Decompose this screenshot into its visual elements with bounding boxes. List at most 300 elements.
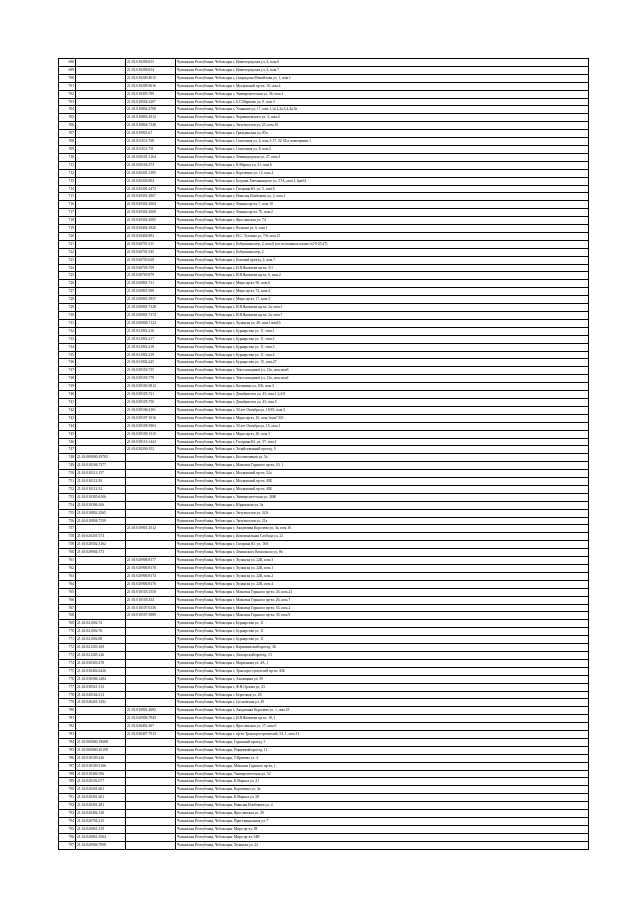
cadastral-number-cell (76, 707, 126, 715)
row-number-cell: 727 (59, 288, 76, 296)
premises-cadastral-number-cell: 21:01:010107:5889 (126, 612, 176, 620)
address-cell: Чувашская Республика, Чебоксары г, Бурнарсова ул, 11, пом.3 (176, 343, 589, 351)
row-number-cell: 784 (59, 738, 76, 746)
row-number-cell: 737 (59, 367, 76, 375)
table-row (59, 644, 589, 652)
address-cell: Чувашская Республика, Чебоксары г, Академика Королева ул, 1, пом.18 (176, 707, 589, 715)
row-number-cell: 726 (59, 280, 76, 288)
premises-cadastral-number-cell (126, 644, 176, 652)
address-cell: Чувашская Республика, Чебоксары г, Лапсарский проезд, 13 (176, 651, 589, 659)
row-number-cell: 795 (59, 825, 76, 833)
table-row (59, 225, 589, 233)
premises-cadastral-number-cell (126, 493, 176, 501)
address-cell: Чувашская Республика, Чебоксары г, Хузангая ул, 22К, пом.4 (176, 580, 589, 588)
row-number-cell: 741 (59, 398, 76, 406)
table-row (59, 541, 589, 549)
address-cell: Чувашская Республика, Чебоксары г, Московский пр-кт, 10, пом.4 (176, 82, 589, 90)
premises-cadastral-number-cell: 21:01:010107:6136 (126, 604, 176, 612)
address-cell: Чувашская Республика, Чебоксары г, Мира пр-кт, 16, пом.1пом7,8,9 (176, 414, 589, 422)
row-number-cell: 775 (59, 667, 76, 675)
address-cell: Чувашская Республика, Чебоксары г, Ленина пр-кт, 7, пом.10 (176, 201, 589, 209)
address-cell: Чувашская Республика, Чебоксары г, Базовый проезд, 4, пом.7 (176, 256, 589, 264)
row-number-cell: 749 (59, 462, 76, 470)
row-number-cell: 777 (59, 683, 76, 691)
table-row (59, 422, 589, 430)
address-cell: Чувашская Республика, Чебоксары г, Николая Ильбекова ул, 2, пом.1 (176, 193, 589, 201)
address-cell: Чувашская Республика, Чебоксары г, Б.С.Маркова ул, 8, пом.3 (176, 98, 589, 106)
row-number-cell: 776 (59, 675, 76, 683)
row-number-cell: 710 (59, 153, 76, 161)
table-row (59, 138, 589, 146)
cadastral-number-cell (76, 90, 126, 98)
premises-cadastral-number-cell: 21:01:020906:7124 (126, 319, 176, 327)
row-number-cell: 711 (59, 161, 76, 169)
address-cell: Чувашская Республика, Чебоксары г, Совхозная ул, 4, пом.1-17, 32-34 в помещении 1 (176, 138, 589, 146)
address-cell: Чувашская Республика, Чебоксары г, пр-кт Тракторостроителей, 54, 1, пом.13 (176, 731, 589, 739)
table-row (59, 359, 589, 367)
premises-cadastral-number-cell (126, 470, 176, 478)
table-row (59, 533, 589, 541)
row-number-cell: 724 (59, 264, 76, 272)
row-number-cell: 794 (59, 818, 76, 826)
cadastral-number-cell: 21:01:021002:88 (76, 636, 126, 644)
table-row (59, 833, 589, 841)
table-row (59, 746, 589, 754)
premises-cadastral-number-cell: 21:01:020402:367 (126, 723, 176, 731)
premises-cadastral-number-cell: 21:01:010901:67 (126, 130, 176, 138)
table-row (59, 620, 589, 628)
table-row (59, 375, 589, 383)
cadastral-number-cell (76, 335, 126, 343)
address-cell: Чувашская Республика, Чебоксары г, Хозяйственный проезд, 9 (176, 446, 589, 454)
table-row (59, 810, 589, 818)
row-number-cell: 721 (59, 240, 76, 248)
address-cell: Чувашская Республика, Чебоксары г, Карамзинский проезд, 3Б (176, 644, 589, 652)
premises-cadastral-number-cell: 21:01:020701:511 (126, 240, 176, 248)
premises-cadastral-number-cell (126, 675, 176, 683)
table-row (59, 232, 589, 240)
table-row (59, 248, 589, 256)
row-number-cell: 698 (59, 59, 76, 67)
premises-cadastral-number-cell: 21:01:021002:219 (126, 351, 176, 359)
address-cell: Чувашская Республика, Чебоксары г, Тракторостроителей пр-кт, 45Б (176, 667, 589, 675)
address-cell: Чувашская Республика, Чебоксары, Николая Ильбекова ул, 4 (176, 802, 589, 810)
address-cell: Чувашская Республика, Чебоксары г, И.Я.Яковлева пр-кт, 6, пом.2 (176, 272, 589, 280)
premises-cadastral-number-cell: 21:01:021002:217 (126, 335, 176, 343)
premises-cadastral-number-cell (126, 810, 176, 818)
table-row (59, 201, 589, 209)
table-row (59, 509, 589, 517)
address-cell: Чувашская Республика, Чебоксары г, Чернышевского ул, 3, пом.4 (176, 114, 589, 122)
premises-cadastral-number-cell: 21:01:020801:998 (126, 288, 176, 296)
address-cell: Чувашская Республика, Чебоксары г, Короленко ул, 12, пом.2 (176, 169, 589, 177)
premises-cadastral-number-cell (126, 825, 176, 833)
premises-cadastral-number-cell: 21:01:020302:1600 (126, 209, 176, 217)
premises-cadastral-number-cell: 21:01:020705:879 (126, 272, 176, 280)
row-number-cell: 791 (59, 794, 76, 802)
row-number-cell: 701 (59, 82, 76, 90)
premises-cadastral-number-cell (126, 628, 176, 636)
cadastral-number-cell: 21:01:010306:706 (76, 770, 126, 778)
premises-cadastral-number-cell: 21:01:020204:804 (126, 177, 176, 185)
premises-cadastral-number-cell: 21:01:030107:1016 (126, 414, 176, 422)
table-row (59, 446, 589, 454)
table-row (59, 430, 589, 438)
table-row (59, 659, 589, 667)
cadastral-number-cell: 21:01:020904:173 (76, 549, 126, 557)
address-cell: Чувашская Республика, Чебоксары г, Бабушкина пер, 2 (176, 248, 589, 256)
table-row (59, 770, 589, 778)
cadastral-number-cell: 21:01:021002:76 (76, 628, 126, 636)
premises-cadastral-number-cell: 21:01:021002:218 (126, 343, 176, 351)
cadastral-number-cell: 21:01:020102:677 (76, 778, 126, 786)
table-row (59, 296, 589, 304)
premises-cadastral-number-cell: 21:01:010305:789 (126, 90, 176, 98)
cadastral-number-cell (76, 185, 126, 193)
table-row (59, 343, 589, 351)
address-cell: Чувашская Республика, Чебоксары г, Ленина пр-кт, 70, пом.2 (176, 209, 589, 217)
row-number-cell: 792 (59, 802, 76, 810)
address-cell: Чувашская Республика, Чебоксары г, И.Я.Яковлева пр-кт, 2а, пом.1 (176, 304, 589, 312)
table-row (59, 596, 589, 604)
cadastral-number-cell (76, 256, 126, 264)
table-row (59, 312, 589, 320)
address-cell: Чувашская Республика, Чебоксары г, 50 лет Октября ул, 18/45, пом.3 (176, 406, 589, 414)
cadastral-number-cell: 21:01:021002:72 (76, 620, 126, 628)
address-cell: Чувашская Республика, Чебоксары г, Мира пр-кт, 26, пом.1 (176, 430, 589, 438)
premises-cadastral-number-cell (126, 620, 176, 628)
cadastral-number-cell: 21:01:010111:157 (76, 470, 126, 478)
address-cell: Чувашская Республика, Чебоксары г, Н.С. Тухтина ул, 7/8, пом.15 (176, 232, 589, 240)
cadastral-number-cell: 21:01:020301:281 (76, 802, 126, 810)
premises-cadastral-number-cell: 21:01:010206:815 (126, 59, 176, 67)
premises-cadastral-number-cell (126, 738, 176, 746)
row-number-cell: 732 (59, 327, 76, 335)
table-row (59, 493, 589, 501)
cadastral-number-cell (76, 612, 126, 620)
address-cell: Чувашская Республика, Чебоксары г, Ярославская ул, 17, пом.5 (176, 723, 589, 731)
address-cell: Чувашская Республика, Чебоксары, Пристанционная ул, 7 (176, 818, 589, 826)
row-number-cell: 699 (59, 66, 76, 74)
row-number-cell: 759 (59, 541, 76, 549)
row-number-cell: 769 (59, 620, 76, 628)
address-cell: Чувашская Республика, Чебоксары г, Бурнарсова ул, 11 (176, 628, 589, 636)
cadastral-number-cell: 21:01:010112:50 (76, 478, 126, 486)
address-cell: Чувашская Республика, Чебоксары, К.Маркса ул, 58 (176, 794, 589, 802)
premises-cadastral-number-cell (126, 454, 176, 462)
address-cell: Чувашская Республика, Чебоксары г, Бабушкина пер, 2, пом.6 (по поэтажном плане №19-25,27) (176, 240, 589, 248)
cadastral-number-cell (76, 414, 126, 422)
premises-cadastral-number-cell (126, 746, 176, 754)
cadastral-number-cell (76, 296, 126, 304)
address-cell: Чувашская Республика, Чебоксары г, Университетская ул, 36, пом.3 (176, 90, 589, 98)
address-cell: Чувашская Республика, Чебоксары г, Московский пр-кт, 52а (176, 470, 589, 478)
table-row (59, 82, 589, 90)
table-row (59, 731, 589, 739)
table-row (59, 288, 589, 296)
address-cell: Чувашская Республика, Чебоксары г, Ярославская ул, 74 (176, 217, 589, 225)
cadastral-number-cell (76, 327, 126, 335)
address-cell: Чувашская Республика, Чебоксары, Мира пр-кт, 38 (176, 825, 589, 833)
cadastral-number-cell (76, 715, 126, 723)
cadastral-number-cell (76, 130, 126, 138)
cadastral-number-cell (76, 572, 126, 580)
row-number-cell: 702 (59, 90, 76, 98)
cadastral-number-cell (76, 59, 126, 67)
address-cell: Чувашская Республика, Чебоксары, Максима Горького пр-кт, 1 (176, 762, 589, 770)
address-cell: Чувашская Республика, Чебоксары, К.Маркса ул, 21 (176, 778, 589, 786)
row-number-cell: 779 (59, 699, 76, 707)
cadastral-number-cell: 21:01:010804:7559 (76, 517, 126, 525)
cadastral-number-cell: 21:01:010109:5166 (76, 762, 126, 770)
premises-cadastral-number-cell (126, 691, 176, 699)
premises-cadastral-number-cell: 21:01:020302:2005 (126, 217, 176, 225)
premises-cadastral-number-cell (126, 517, 176, 525)
address-cell: Чувашская Республика, Чебоксары г, И.Я.Яковлева пр-кт, 2а, пом.7 (176, 312, 589, 320)
address-cell: Чувашская Республика, Чебоксары г, Хузангая ул, 40, пом.1пом16 (176, 319, 589, 327)
address-cell: Чувашская Республика, Чебоксары, Ярославская ул, 39 (176, 810, 589, 818)
address-cell: Чувашская Республика, Чебоксары г, Максима Горького пр-кт, 33, пом.9 (176, 612, 589, 620)
premises-cadastral-number-cell: 21:01:020901:7328 (126, 304, 176, 312)
premises-cadastral-number-cell: 21:01:030103:735 (126, 367, 176, 375)
cadastral-number-cell (76, 565, 126, 573)
row-number-cell: 704 (59, 106, 76, 114)
cadastral-number-cell (76, 430, 126, 438)
table-row (59, 169, 589, 177)
cadastral-number-cell (76, 557, 126, 565)
address-cell: Чувашская Республика, Чебоксары, Пищевкий проезд, 11 (176, 746, 589, 754)
row-number-cell: 796 (59, 833, 76, 841)
row-number-cell: 764 (59, 580, 76, 588)
address-cell: Чувашская Республика, Чебоксары г, Декабристов ул, 43, пом.1,2,4-8 (176, 391, 589, 399)
cadastral-number-cell: 21:01:020801:319 (76, 825, 126, 833)
premises-cadastral-number-cell: 21:01:020201:1385 (126, 169, 176, 177)
premises-cadastral-number-cell: 21:01:011101:751 (126, 145, 176, 153)
cadastral-number-cell (76, 438, 126, 446)
row-number-cell: 747 (59, 446, 76, 454)
premises-cadastral-number-cell (126, 509, 176, 517)
cadastral-number-cell (76, 122, 126, 130)
cadastral-number-cell (76, 304, 126, 312)
table-row (59, 145, 589, 153)
address-cell: Чувашская Республика, Чебоксары г, Хузангая ул, 22К, пом.3 (176, 557, 589, 565)
row-number-cell: 707 (59, 130, 76, 138)
row-number-cell: 739 (59, 383, 76, 391)
table-row (59, 572, 589, 580)
premises-cadastral-number-cell: 21:01:010209:4015 (126, 74, 176, 82)
table-row (59, 264, 589, 272)
cadastral-number-cell: 21:01:020906:7908 (76, 841, 126, 849)
premises-cadastral-number-cell: 21:01:020906:8174 (126, 572, 176, 580)
premises-cadastral-number-cell: 21:01:020901:7374 (126, 312, 176, 320)
table-row (59, 256, 589, 264)
premises-cadastral-number-cell: 21:01:010803:1912 (126, 114, 176, 122)
address-cell: Чувашская Республика, Чебоксары г, Текстильщиков ул, 13а, пом.пом4 (176, 375, 589, 383)
address-cell: Чувашская Республика, Чебоксары, Университетская ул, 52 (176, 770, 589, 778)
table-row (59, 478, 589, 486)
address-cell: Чувашская Республика, Чебоксары г, Бурнарсова ул, 11, пом.1 (176, 327, 589, 335)
address-cell: Чувашская Республика, Чебоксары г, Волкова ул, 6, пом.1 (176, 225, 589, 233)
cadastral-number-cell (76, 319, 126, 327)
cadastral-number-cell: 21:01:020502:3162 (76, 541, 126, 549)
address-cell: Чувашская Республика, Чебоксары г, Береговая ул, 26 (176, 691, 589, 699)
row-number-cell: 771 (59, 636, 76, 644)
cadastral-number-cell (76, 145, 126, 153)
table-row (59, 723, 589, 731)
premises-cadastral-number-cell: 21:01:010901:2512 (126, 525, 176, 533)
premises-cadastral-number-cell: 21:01:020906:8177 (126, 557, 176, 565)
row-number-cell: 734 (59, 343, 76, 351)
table-row (59, 636, 589, 644)
premises-cadastral-number-cell (126, 833, 176, 841)
cadastral-number-cell (76, 232, 126, 240)
table-row (59, 272, 589, 280)
premises-cadastral-number-cell (126, 802, 176, 810)
row-number-cell: 738 (59, 375, 76, 383)
address-cell: Чувашская Республика, Чебоксары г, 50 лет Октября ул, 15, пом.1 (176, 422, 589, 430)
table-row (59, 517, 589, 525)
row-number-cell: 714 (59, 185, 76, 193)
premises-cadastral-number-cell: 21:01:021002:216 (126, 327, 176, 335)
cadastral-number-cell (76, 351, 126, 359)
premises-cadastral-number-cell (126, 659, 176, 667)
row-number-cell: 757 (59, 525, 76, 533)
row-number-cell: 736 (59, 359, 76, 367)
table-row (59, 74, 589, 82)
table-row (59, 161, 589, 169)
row-number-cell: 751 (59, 478, 76, 486)
cadastral-number-cell (76, 359, 126, 367)
address-cell: Чувашская Республика, Чебоксары г, Текстильщиков ул, 13а, пом.пом3 (176, 367, 589, 375)
row-number-cell: 782 (59, 723, 76, 731)
row-number-cell: 781 (59, 715, 76, 723)
row-number-cell: 758 (59, 533, 76, 541)
row-number-cell: 709 (59, 145, 76, 153)
cadastral-number-cell (76, 264, 126, 272)
table-row (59, 319, 589, 327)
cadastral-number-cell: 21:01:020301:261 (76, 794, 126, 802)
address-cell: Чувашская Республика, Чебоксары г, Нижегородская ул, 4, пом.6 (176, 59, 589, 67)
cadastral-number-cell (76, 153, 126, 161)
address-cell: Чувашская Республика, Чебоксары г, Коммунальная Слобода ул, 21 (176, 533, 589, 541)
table-row (59, 651, 589, 659)
address-cell: Чувашская Республика, Чебоксары г, Коллективная ул, 5а (176, 454, 589, 462)
premises-cadastral-number-cell: 21:01:011101:708 (126, 138, 176, 146)
cadastral-number-cell: 21:01:030303:278 (76, 659, 126, 667)
premises-cadastral-number-cell (126, 541, 176, 549)
table-row (59, 715, 589, 723)
table-row (59, 153, 589, 161)
table-row (59, 398, 589, 406)
row-number-cell: 700 (59, 74, 76, 82)
cadastral-number-cell (76, 161, 126, 169)
row-number-cell: 767 (59, 604, 76, 612)
address-cell: Чувашская Республика, Чебоксары г, И.Я.Яковлева пр-кт, 18, 1 (176, 715, 589, 723)
property-register-table (58, 58, 589, 850)
premises-cadastral-number-cell: 21:01:020901:5937 (126, 296, 176, 304)
premises-cadastral-number-cell: 21:01:020906:7943 (126, 715, 176, 723)
cadastral-number-cell (76, 343, 126, 351)
premises-cadastral-number-cell: 21:01:010103:1550 (126, 588, 176, 596)
address-cell: Чувашская Республика, Чебоксары г, Бурнарсова ул, 11 (176, 620, 589, 628)
address-cell: Чувашская Республика, Чебоксары г, Университетская ул, 38Ж (176, 493, 589, 501)
row-number-cell: 745 (59, 430, 76, 438)
table-row (59, 240, 589, 248)
cadastral-number-cell (76, 580, 126, 588)
row-number-cell: 719 (59, 225, 76, 233)
table-row (59, 327, 589, 335)
row-number-cell: 787 (59, 762, 76, 770)
address-cell: Чувашская Республика, Чебоксары г, Академика Королева ул, 3а, пом.16 (176, 525, 589, 533)
table-row (59, 485, 589, 493)
row-number-cell: 746 (59, 438, 76, 446)
row-number-cell: 713 (59, 177, 76, 185)
cadastral-number-cell (76, 406, 126, 414)
table-row (59, 580, 589, 588)
address-cell: Чувашская Республика, Чебоксары г, Мира пр-кт, 17, пом.3 (176, 296, 589, 304)
premises-cadastral-number-cell (126, 778, 176, 786)
cadastral-number-cell: 21:01:030521:313 (76, 683, 126, 691)
table-row (59, 738, 589, 746)
row-number-cell: 740 (59, 391, 76, 399)
premises-cadastral-number-cell (126, 485, 176, 493)
table-row (59, 841, 589, 849)
row-number-cell: 733 (59, 335, 76, 343)
cadastral-number-cell (76, 66, 126, 74)
premises-cadastral-number-cell: 21:01:020801:721 (126, 280, 176, 288)
table-row (59, 565, 589, 573)
premises-cadastral-number-cell (126, 754, 176, 762)
premises-cadastral-number-cell: 21:01:020301:2867 (126, 193, 176, 201)
table-row (59, 280, 589, 288)
row-number-cell: 785 (59, 746, 76, 754)
row-number-cell: 790 (59, 786, 76, 794)
cadastral-number-cell (76, 114, 126, 122)
table-row (59, 786, 589, 794)
premises-cadastral-number-cell (126, 533, 176, 541)
premises-cadastral-number-cell: 21:01:021002:245 (126, 359, 176, 367)
cadastral-number-cell: 21:01:030506:1484 (76, 675, 126, 683)
table-row (59, 98, 589, 106)
premises-cadastral-number-cell: 21:01:020101:1164 (126, 153, 176, 161)
address-cell: Чувашская Республика, Чебоксары г, К.Маркса ул, 31, пом.6 (176, 161, 589, 169)
cadastral-number-cell: 21:01:040104:213 (76, 691, 126, 699)
table-row (59, 90, 589, 98)
premises-cadastral-number-cell: 21:01:020906:8176 (126, 580, 176, 588)
premises-cadastral-number-cell (126, 636, 176, 644)
row-number-cell: 789 (59, 778, 76, 786)
table-row (59, 557, 589, 565)
cadastral-number-cell: 21:01:020704:215 (76, 818, 126, 826)
row-number-cell: 729 (59, 304, 76, 312)
table-row (59, 699, 589, 707)
premises-cadastral-number-cell: 21:01:030105:721 (126, 391, 176, 399)
cadastral-number-cell: 21:01:010109:226 (76, 754, 126, 762)
premises-cadastral-number-cell: 21:01:020404:1826 (126, 225, 176, 233)
address-cell: Чувашская Республика, Чебоксары г, Бурнарсова ул, 11, пом.4 (176, 351, 589, 359)
table-row (59, 525, 589, 533)
address-cell: Чувашская Республика, Чебоксары г, Мартынова ул, 4А, 1 (176, 659, 589, 667)
address-cell: Чувашская Республика, Чебоксары, Короленко ул, 4а (176, 786, 589, 794)
address-cell: Чувашская Республика, Чебоксары г, Московский пр-кт, 40Б (176, 485, 589, 493)
cadastral-number-cell (76, 248, 126, 256)
address-cell: Чувашская Республика, Чебоксары, Мира пр-кт, 54В (176, 833, 589, 841)
cadastral-number-cell (76, 138, 126, 146)
address-cell: Чувашская Республика, Чебоксары, Гаражный проезд, 5 (176, 738, 589, 746)
table-row (59, 185, 589, 193)
address-cell: Чувашская Республика, Чебоксары г, Богдана Хмельницкого ул, 57А, пом.1,1циб4 (176, 177, 589, 185)
row-number-cell: 788 (59, 770, 76, 778)
